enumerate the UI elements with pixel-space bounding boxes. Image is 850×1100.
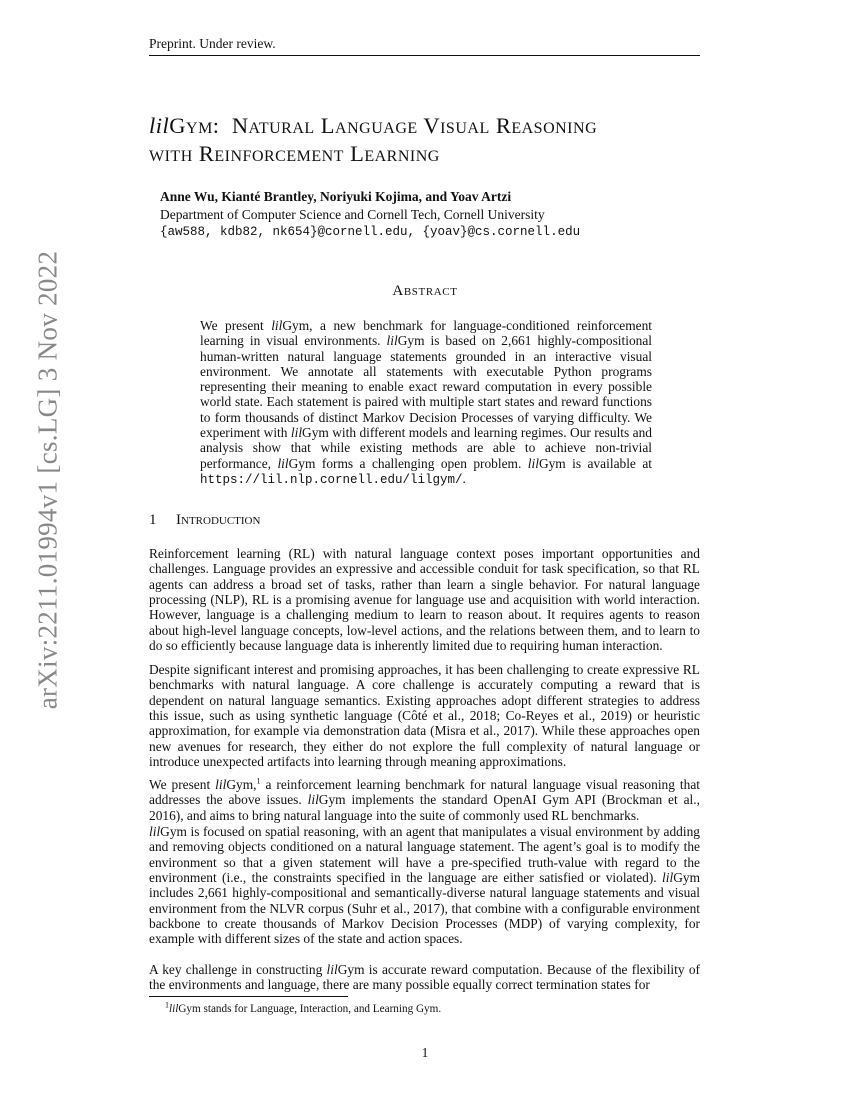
author-list: Anne Wu, Kianté Brantley, Noriyuki Kojima, and Yoav Artzi — [160, 189, 512, 204]
paragraph-2: Despite significant interest and promising approaches, it has been challenging to create expressive RL benchmarks with natural language. A core challenge is accurately computing a reward that is dependent on natural language semantics. Existing approaches adopt different strategies to address this issue, such as using synthetic language (Côté et al., 2018; Co-Reyes et al., 2019) or heuristic approximation, for example via demonstration data (Misra et al., 2017). While these approaches open new avenues for research, they either do not explore the full complexity of natural language or introduce unexpected artifacts into learning through meaning approximations. — [149, 662, 700, 770]
paragraph-text: Gym is accurate reward computation. Because of the flexibility of the environments and language, there are many possible equally correct termination states for — [149, 962, 700, 993]
paragraph-text: Gym includes 2,661 highly-compositional and semantically-diverse natural language statements and visual environment from the NLVR corpus (Suhr et al., 2017), that combine with a configurable environment backbone to create thousands of Markov Decision Processes (MDP) of varying complexity, for example with different sizes of the state and action spaces. — [149, 870, 700, 947]
running-header: Preprint. Under review. — [149, 36, 276, 51]
lil-italic: lil — [326, 962, 338, 977]
lil-italic: lil — [290, 425, 303, 441]
lil-italic: lil — [386, 333, 398, 349]
footnote-rule — [149, 996, 348, 997]
paragraph-5 — [149, 962, 700, 993]
abstract-text: Gym is available at — [538, 455, 652, 471]
abstract-text: We present — [200, 318, 272, 333]
paragraph-3 — [149, 777, 700, 823]
abstract-text: Gym forms a challenging open problem. — [288, 455, 528, 471]
abstract-text: Gym with different models and learning regimes. Our results and analysis show that while existing methods are able to achieve non-trivial performance, — [200, 425, 652, 471]
paragraph-text: Gym, — [226, 777, 257, 792]
paragraph-text: A key challenge in constructing — [149, 962, 327, 977]
abstract-text: Gym, a new benchmark for language-conditioned reinforcement learning in visual environments. — [200, 318, 653, 349]
abstract-text: Gym is based on 2,661 highly-compositional human-written natural language statements grounded in an interactive visual environment. We annotate all statements with executable Python programs representing their meaning to enable exact reward computation in every possible world state. Each statement is paired with multiple start states and reward functions to form thousands of distinct Markov Decision Processes of varying difficulty. We experiment with — [200, 333, 652, 441]
page-number: 1 — [421, 1045, 429, 1060]
title-line-2: with Reinforcement Learning — [149, 141, 440, 166]
paragraph-4 — [149, 824, 700, 947]
paragraph-text: Gym is focused on spatial reasoning, with an agent that manipulates a visual environment by adding and removing objects conditioned on a natural language statement. The agent’s goal is to modify the environment so that a given statement will have a pre-specified truth-value with regard to the environment (i.e., the constraints specified in the language are either satisfied or violated). — [149, 824, 700, 886]
paper-title — [149, 112, 709, 168]
title-line-1 — [149, 112, 709, 140]
lil-italic: lil — [149, 824, 161, 839]
footnote-1 — [165, 1000, 442, 1015]
title-rest: Natural Language Visual Reasoning — [231, 113, 598, 138]
abstract-text: . — [462, 470, 466, 486]
lil-italic: lil — [169, 1003, 179, 1015]
section-title: Introduction — [176, 512, 261, 528]
author-emails: {aw588, kdb82, nk654}@cornell.edu, {yoav}@cs.cornell.edu — [160, 225, 581, 239]
paragraph-text: Gym implements the standard OpenAI Gym API (Brockman et al., 2016), and aims to bring natural language into the suite of commonly used RL benchmarks. — [149, 792, 700, 823]
abstract-heading: Abstract — [392, 283, 458, 299]
project-url-link[interactable]: https://lil.nlp.cornell.edu/lilgym/ — [200, 472, 463, 487]
title-gym: Gym — [169, 113, 213, 138]
section-number: 1 — [149, 512, 157, 528]
paragraph-text: We present — [149, 777, 216, 792]
footnote-mark: 1 — [165, 1000, 169, 1010]
header-rule — [149, 55, 700, 56]
lil-italic: lil — [662, 870, 674, 886]
footnote-text: Gym stands for Language, Interaction, and Learning Gym. — [178, 1003, 442, 1015]
lil-italic: lil — [271, 318, 283, 333]
arxiv-stamp-text[interactable]: arXiv:2211.01994v1 [cs.LG] 3 Nov 2022 — [32, 250, 63, 710]
section-heading-introduction — [149, 512, 260, 529]
affiliation: Department of Computer Science and Cornell Tech, Cornell University — [160, 207, 545, 222]
lil-italic: lil — [527, 455, 539, 471]
lil-italic: lil — [215, 777, 227, 792]
paragraph-text: a reinforcement learning benchmark for natural language visual reasoning that addresses the above issues. — [149, 777, 700, 808]
lil-italic: lil — [307, 792, 319, 808]
paragraph-1: Reinforcement learning (RL) with natural language context poses important opportunities and challenges. Language provides an expressive and accessible conduit for task specification, so that RL agents can address a broad set of tasks, rather than learn a single behavior. For natural language processing (NLP), RL is a promising avenue for language use and acquisition with world interaction. However, language is a challenging medium to learn to reason about. It requires agents to reason about high-level language concepts, low-level actions, and the relations between them, and to learn to do so efficiently because language data is inherently limited due to requiring human interaction. — [149, 546, 700, 654]
title-colon: : — [212, 113, 220, 138]
title-lil: lil — [149, 113, 170, 138]
footnote-marker[interactable]: 1 — [256, 776, 261, 786]
abstract-body — [200, 318, 652, 488]
lil-italic: lil — [277, 455, 289, 471]
